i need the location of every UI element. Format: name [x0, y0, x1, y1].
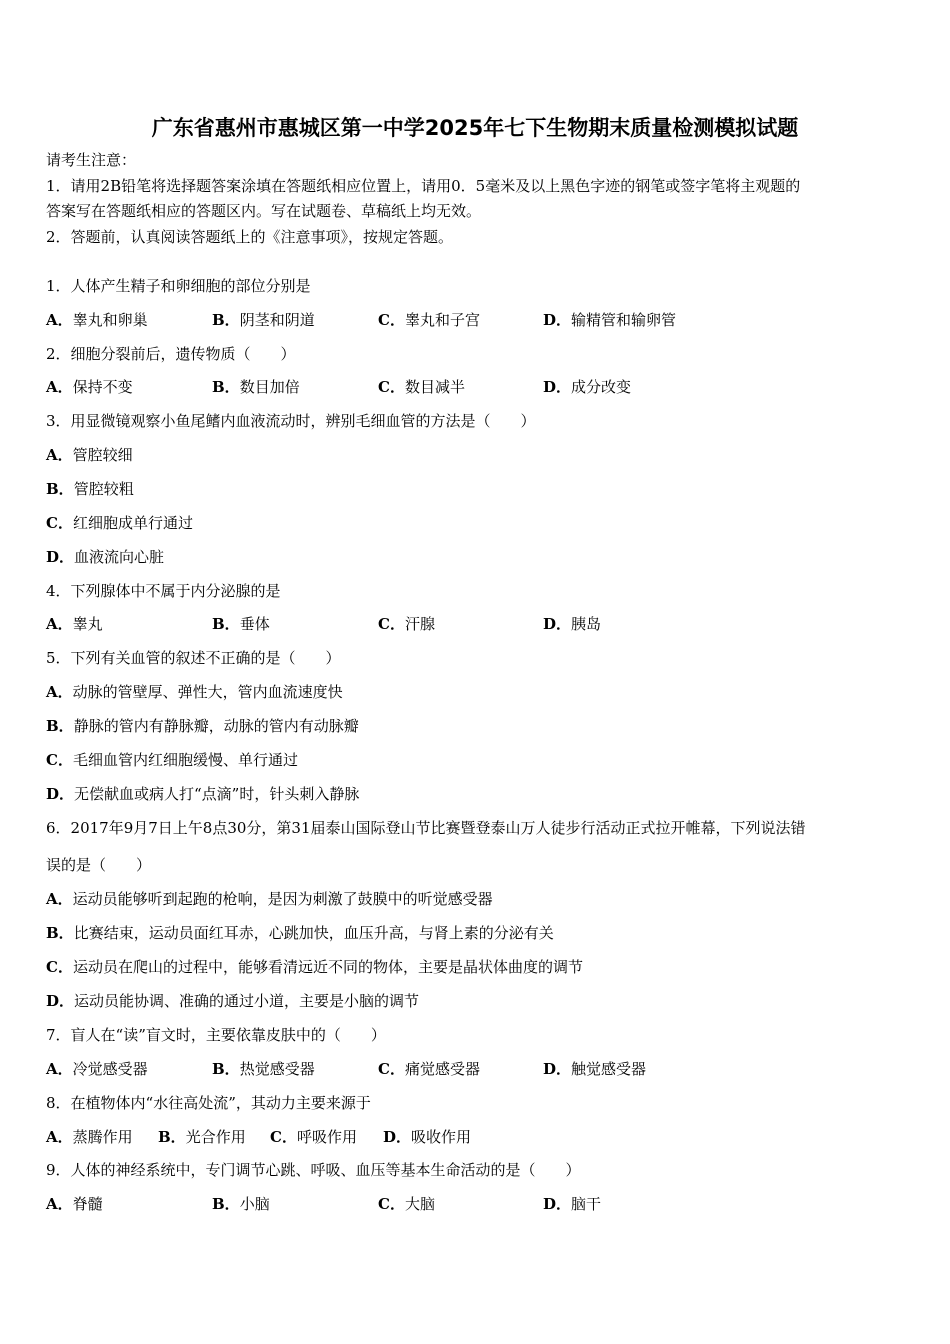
question-stem: 4．下列腺体中不属于内分泌腺的是	[46, 582, 281, 600]
option-text: 红细胞成单行通过	[72, 514, 193, 532]
option-text: 小脑	[239, 1195, 270, 1213]
option-label: D．	[543, 1195, 572, 1213]
option-text: 管腔较粗	[73, 480, 134, 498]
option-text: 数目加倍	[239, 378, 300, 396]
option-text: 大脑	[404, 1195, 435, 1213]
option-label: D．	[543, 1060, 572, 1078]
option-text: 吸收作用	[411, 1128, 472, 1146]
notice-item-1-cont: 答案写在答题纸相应的答题区内。写在试题卷、草稿纸上均无效。	[46, 202, 482, 220]
option-b	[158, 1127, 246, 1147]
question-stem: 8．在植物体内“水往高处流”，其动力主要来源于	[46, 1094, 371, 1112]
option-text: 脊髓	[72, 1195, 103, 1213]
option-label: A．	[46, 890, 73, 908]
question-stem: 6．2017年9月7日上午8点30分，第31届泰山国际登山节比赛暨登泰山万人徒步行活动正式拉开帷幕，下列说法错	[46, 819, 806, 837]
option-label: A．	[46, 1060, 73, 1078]
option-label: B．	[212, 378, 240, 396]
option-d	[543, 614, 601, 634]
option-a	[46, 889, 493, 909]
option-d	[543, 310, 676, 330]
option-label: D．	[543, 378, 572, 396]
option-text: 动脉的管壁厚、弹性大，管内血流速度快	[72, 683, 343, 701]
option-text: 比赛结束，运动员面红耳赤，心跳加快，血压升高，与肾上素的分泌有关	[73, 924, 554, 942]
option-text: 冷觉感受器	[72, 1060, 148, 1078]
option-text: 运动员在爬山的过程中，能够看清远近不同的物体，主要是晶状体曲度的调节	[72, 958, 583, 976]
option-b	[212, 310, 315, 330]
option-label: C．	[378, 1195, 405, 1213]
option-label: B．	[46, 924, 74, 942]
question-stem: 5．下列有关血管的叙述不正确的是（ ）	[46, 649, 341, 667]
option-label: C．	[378, 1060, 405, 1078]
option-label: C．	[378, 615, 405, 633]
option-a	[46, 1059, 148, 1079]
option-label: B．	[46, 717, 74, 735]
option-text: 保持不变	[72, 378, 133, 396]
option-label: A．	[46, 683, 73, 701]
option-text: 光合作用	[185, 1128, 246, 1146]
option-b	[212, 377, 300, 397]
option-text: 阴茎和阴道	[239, 311, 315, 329]
option-d	[46, 991, 419, 1011]
option-label: C．	[46, 514, 73, 532]
option-text: 毛细血管内红细胞缓慢、单行通过	[72, 751, 298, 769]
option-text: 成分改变	[571, 378, 632, 396]
question-stem: 1．人体产生精子和卵细胞的部位分别是	[46, 277, 311, 295]
option-label: A．	[46, 1128, 73, 1146]
option-a	[46, 310, 148, 330]
option-text: 睾丸	[72, 615, 103, 633]
option-label: B．	[212, 1060, 240, 1078]
option-b	[46, 479, 134, 499]
option-label: D．	[46, 785, 75, 803]
option-d	[543, 1194, 601, 1214]
option-label: B．	[212, 1195, 240, 1213]
option-text: 睾丸和子宫	[404, 311, 480, 329]
option-label: A．	[46, 446, 73, 464]
option-a	[46, 614, 103, 634]
notice-item-2: 2．答题前，认真阅读答题纸上的《注意事项》，按规定答题。	[46, 228, 454, 246]
option-c	[46, 513, 193, 533]
option-label: D．	[543, 615, 572, 633]
option-c	[46, 957, 583, 977]
option-text: 垂体	[239, 615, 270, 633]
option-c	[270, 1127, 357, 1147]
option-c	[378, 1059, 480, 1079]
option-text: 数目减半	[404, 378, 465, 396]
option-b	[212, 614, 270, 634]
option-label: D．	[46, 992, 75, 1010]
option-label: A．	[46, 615, 73, 633]
question-stem: 9．人体的神经系统中，专门调节心跳、呼吸、血压等基本生命活动的是（ ）	[46, 1161, 581, 1179]
option-label: D．	[543, 311, 572, 329]
option-text: 血液流向心脏	[74, 548, 165, 566]
option-c	[46, 750, 298, 770]
option-text: 静脉的管内有静脉瓣，动脉的管内有动脉瓣	[73, 717, 359, 735]
option-label: C．	[270, 1128, 297, 1146]
option-label: C．	[378, 378, 405, 396]
option-label: C．	[378, 311, 405, 329]
option-text: 睾丸和卵巢	[72, 311, 148, 329]
option-text: 运动员能协调、准确的通过小道，主要是小脑的调节	[74, 992, 420, 1010]
question-stem: 7．盲人在“读”盲文时，主要依靠皮肤中的（ ）	[46, 1026, 386, 1044]
option-c	[378, 310, 480, 330]
question-stem: 2．细胞分裂前后，遗传物质（ ）	[46, 345, 296, 363]
option-label: B．	[158, 1128, 186, 1146]
option-text: 无偿献血或病人打“点滴”时，针头刺入静脉	[74, 785, 360, 803]
option-b	[46, 716, 359, 736]
option-label: A．	[46, 378, 73, 396]
option-label: A．	[46, 1195, 73, 1213]
option-d	[46, 547, 164, 567]
option-b	[46, 923, 554, 943]
option-text: 管腔较细	[72, 446, 133, 464]
option-label: C．	[46, 958, 73, 976]
option-text: 热觉感受器	[239, 1060, 315, 1078]
option-text: 运动员能够听到起跑的枪响，是因为刺激了鼓膜中的听觉感受器	[72, 890, 493, 908]
option-label: C．	[46, 751, 73, 769]
option-text: 蒸腾作用	[72, 1128, 133, 1146]
notice-heading: 请考生注意：	[46, 151, 137, 169]
option-a	[46, 1194, 103, 1214]
option-d	[543, 1059, 646, 1079]
option-text: 汗腺	[404, 615, 435, 633]
option-text: 触觉感受器	[571, 1060, 647, 1078]
option-d	[543, 377, 631, 397]
option-text: 呼吸作用	[296, 1128, 357, 1146]
option-a	[46, 377, 133, 397]
option-label: D．	[383, 1128, 412, 1146]
option-a	[46, 445, 133, 465]
page-title: 广东省惠州市惠城区第一中学2025年七下生物期末质量检测模拟试题	[151, 116, 799, 140]
option-d	[383, 1127, 471, 1147]
option-b	[212, 1194, 270, 1214]
option-label: B．	[212, 615, 240, 633]
option-c	[378, 1194, 435, 1214]
option-text: 脑干	[571, 1195, 602, 1213]
option-c	[378, 614, 435, 634]
option-label: A．	[46, 311, 73, 329]
option-b	[212, 1059, 315, 1079]
option-text: 输精管和输卵管	[571, 311, 677, 329]
option-label: B．	[46, 480, 74, 498]
option-label: B．	[212, 311, 240, 329]
notice-item-1: 1．请用2B铅笔将选择题答案涂填在答题纸相应位置上，请用0．5毫米及以上黑色字迹的钢笔或签字笔将主观题的	[46, 177, 801, 195]
option-text: 胰岛	[571, 615, 602, 633]
question-stem-cont: 误的是（ ）	[46, 856, 152, 874]
option-a	[46, 1127, 133, 1147]
option-a	[46, 682, 343, 702]
option-text: 痛觉感受器	[404, 1060, 480, 1078]
option-d	[46, 784, 359, 804]
option-label: D．	[46, 548, 75, 566]
question-stem: 3．用显微镜观察小鱼尾鳍内血液流动时，辨别毛细血管的方法是（ ）	[46, 412, 536, 430]
option-c	[378, 377, 465, 397]
